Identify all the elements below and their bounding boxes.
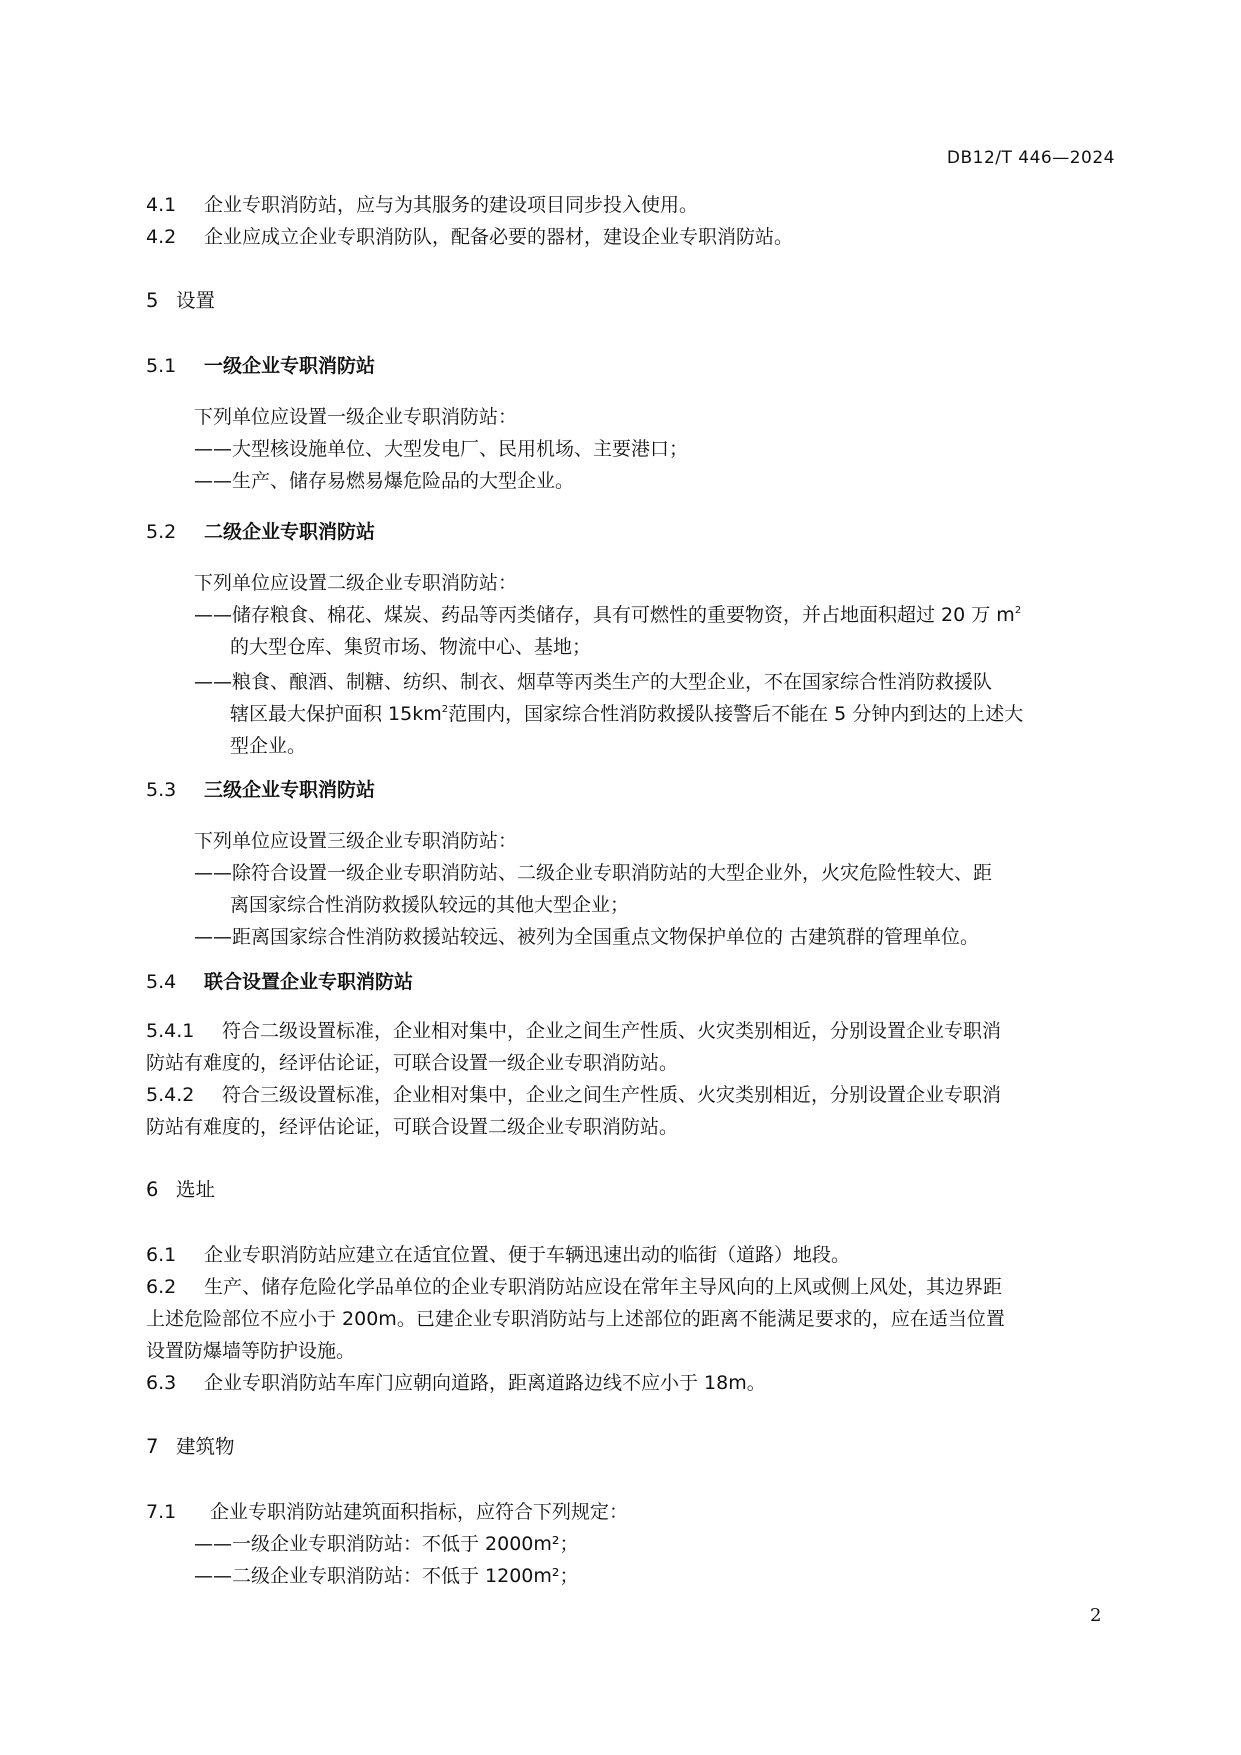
clause-number: 6.1: [146, 1244, 177, 1266]
section-number: 5: [146, 289, 159, 312]
clause-text: 企业专职消防站应建立在适宜位置、便于车辆迅速出动的临街（道路）地段。: [204, 1244, 851, 1266]
clause-5-3-heading: [146, 778, 375, 802]
clause-5-2-heading: [146, 520, 375, 544]
clause-text: 企业专职消防站建筑面积指标，应符合下列规定：: [210, 1501, 629, 1523]
clause-number: 6.2: [146, 1276, 177, 1298]
clause-continuation: 防站有难度的，经评估论证，可联合设置二级企业专职消防站。: [146, 1116, 679, 1138]
clause-title: 联合设置企业专职消防站: [204, 971, 414, 993]
clause-number: 5.2: [146, 521, 177, 543]
clause-text: 企业专职消防站车库门应朝向道路，距离道路边线不应小于 18m。: [204, 1372, 766, 1394]
section-number: 6: [146, 1178, 159, 1201]
list-item: ——生产、储存易燃易爆危险品的大型企业。: [194, 470, 575, 492]
clause-title: 三级企业专职消防站: [204, 779, 376, 801]
clause-5-3-intro: 下列单位应设置三级企业专职消防站：: [194, 830, 518, 852]
clause-number: 5.4: [146, 971, 177, 993]
clause-4-2: [146, 225, 793, 249]
clause-text: 企业应成立企业专职消防队，配备必要的器材，建设企业专职消防站。: [204, 226, 794, 248]
clause-continuation: 设置防爆墙等防护设施。: [146, 1340, 356, 1362]
list-item-continuation: 的大型仓库、集贸市场、物流中心、基地；: [230, 636, 592, 658]
clause-continuation: 防站有难度的，经评估论证，可联合设置一级企业专职消防站。: [146, 1052, 679, 1074]
clause-6-1: [146, 1243, 850, 1267]
clause-6-2: [146, 1275, 1002, 1299]
clause-text: 企业专职消防站，应与为其服务的建设项目同步投入使用。: [204, 194, 699, 216]
list-item: ——二级企业专职消防站：不低于 1200m²；: [194, 1565, 579, 1587]
clause-6-3: [146, 1371, 766, 1395]
clause-5-2-intro: 下列单位应设置二级企业专职消防站：: [194, 572, 518, 594]
list-item: ——大型核设施单位、大型发电厂、民用机场、主要港口；: [194, 438, 689, 460]
document-code: DB12/T 446—2024: [946, 148, 1115, 168]
section-6-heading: [146, 1178, 215, 1202]
list-item: ——储存粮食、棉花、煤炭、药品等丙类储存，具有可燃性的重要物资，并占地面积超过 20 万 $m^2$: [194, 604, 1022, 626]
section-title: 设置: [176, 289, 216, 312]
list-item: ——一级企业专职消防站：不低于 2000m²；: [194, 1533, 579, 1555]
clause-5-4-heading: [146, 970, 413, 994]
list-item: ——除符合设置一级企业专职消防站、二级企业专职消防站的大型企业外，火灾危险性较大、距: [194, 862, 993, 884]
clause-number: 6.3: [146, 1372, 177, 1394]
clause-number: 5.3: [146, 779, 177, 801]
clause-text: 符合三级设置标准，企业相对集中，企业之间生产性质、火灾类别相近，分别设置企业专职消: [222, 1084, 1002, 1106]
section-title: 建筑物: [176, 1435, 235, 1458]
clause-text: 生产、储存危险化学品单位的企业专职消防站应设在常年主导风向的上风或侧上风处，其边界距: [204, 1276, 1003, 1298]
clause-continuation: 上述危险部位不应小于 200m。已建企业专职消防站与上述部位的距离不能满足要求的，应在适当位置: [146, 1308, 1005, 1330]
clause-5-1-intro: 下列单位应设置一级企业专职消防站：: [194, 406, 518, 428]
clause-number: 5.4.1: [146, 1020, 195, 1042]
section-number: 7: [146, 1435, 159, 1458]
clause-number: 4.2: [146, 226, 177, 248]
clause-title: 一级企业专职消防站: [204, 355, 376, 377]
clause-title: 二级企业专职消防站: [204, 521, 376, 543]
clause-text: 符合二级设置标准，企业相对集中，企业之间生产性质、火灾类别相近，分别设置企业专职消: [222, 1020, 1002, 1042]
list-item-continuation: 辖区最大保护面积 $15km^2$范围内，国家综合性消防救援队接警后不能在 5 分钟内到达的上述大: [230, 703, 1024, 725]
clause-number: 5.4.2: [146, 1084, 195, 1106]
clause-4-1: [146, 193, 698, 217]
page-number: 2: [1090, 1605, 1102, 1626]
clause-number: 7.1: [146, 1501, 177, 1523]
list-item-continuation: 离国家综合性消防救援队较远的其他大型企业；: [230, 894, 630, 916]
list-item: ——距离国家综合性消防救援站较远、被列为全国重点文物保护单位的 古建筑群的管理单位。: [194, 926, 980, 948]
list-item-continuation: 型企业。: [230, 735, 307, 757]
clause-number: 5.1: [146, 355, 177, 377]
clause-5-4-2: [146, 1083, 1001, 1107]
list-item: ——粮食、酿酒、制糖、纺织、制衣、烟草等丙类生产的大型企业，不在国家综合性消防救援队: [194, 671, 993, 693]
clause-7-1: [146, 1500, 628, 1524]
clause-5-1-heading: [146, 354, 375, 378]
clause-number: 4.1: [146, 194, 177, 216]
section-title: 选址: [176, 1178, 216, 1201]
section-5-heading: [146, 289, 215, 313]
section-7-heading: [146, 1435, 235, 1459]
clause-5-4-1: [146, 1019, 1001, 1043]
